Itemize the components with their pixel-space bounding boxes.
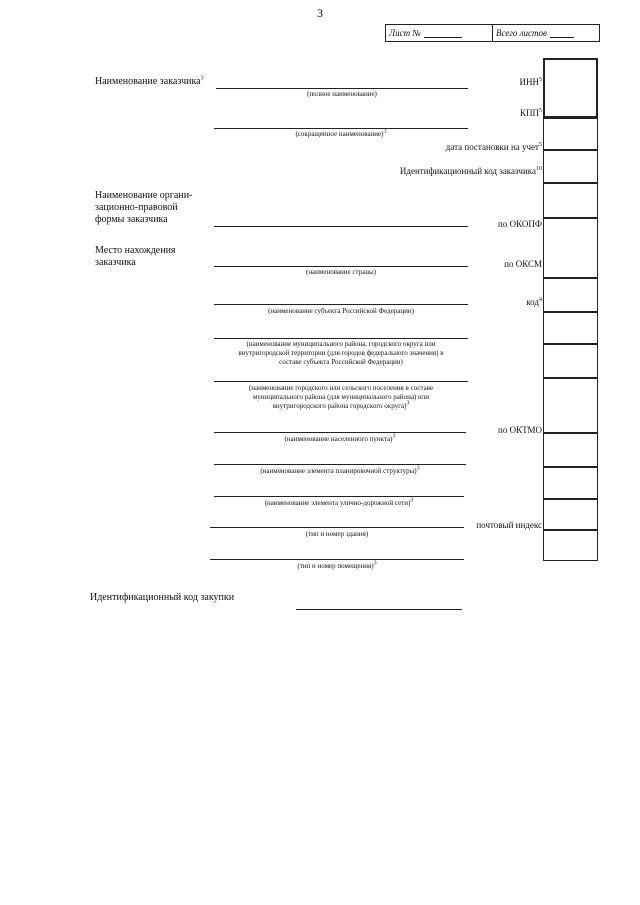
municipal-district-hint: (наименование муниципального района, городского округа или внутригородской территории (для городов федерального значения) в составе субъекта Российской Федерации) <box>238 340 444 366</box>
country-line[interactable] <box>214 266 468 267</box>
registration-date-box[interactable] <box>543 150 598 183</box>
street-element-hint: (наименование элемента улично-дорожной сети)3 <box>264 497 414 507</box>
inn-box[interactable] <box>543 58 598 118</box>
page-number: 3 <box>317 6 323 20</box>
short-name-hint: (сокращенное наименование)3 <box>295 128 387 138</box>
settlement-code-box[interactable] <box>543 378 598 433</box>
settlement-line[interactable] <box>214 381 468 382</box>
oksm-label: по ОКСМ <box>504 259 542 269</box>
okopf-label: по ОКОПФ <box>498 219 542 229</box>
locality-hint: (наименование населенного пункта)3 <box>284 433 396 443</box>
planning-element-line[interactable] <box>214 464 466 465</box>
okopf-box[interactable] <box>543 218 598 278</box>
planning-code-box[interactable] <box>543 467 598 499</box>
settlement-hint: (наименование городского или сельского поселения в составе муниципального района (для муниципального района) или внутригородского района городского округа)3 <box>248 384 434 410</box>
postal-code-box[interactable] <box>543 530 598 561</box>
total-sheets-blank[interactable] <box>550 29 574 38</box>
total-sheets-cell[interactable] <box>492 25 599 41</box>
code-label: код$^4$ <box>526 297 542 307</box>
street-code-box[interactable] <box>543 499 598 530</box>
municipal-district-line[interactable] <box>214 338 468 339</box>
sheet-number-blank[interactable] <box>424 29 462 38</box>
oktmo-box[interactable] <box>543 433 598 467</box>
customer-id-code-box[interactable] <box>543 183 598 218</box>
location-label: Место нахождения заказчика <box>95 245 176 268</box>
full-name-hint: (полное наименование) <box>307 90 377 98</box>
org-legal-form-label: Наименование органи- зационно-правовой формы заказчика <box>95 190 193 225</box>
org-form-line[interactable] <box>214 226 468 227</box>
federal-subject-line[interactable] <box>214 304 468 305</box>
building-line[interactable] <box>210 527 464 528</box>
purchase-id-code-label: Идентификационный код закупки <box>90 592 235 603</box>
street-element-line[interactable] <box>214 496 464 497</box>
subject-code-box[interactable] <box>543 312 598 344</box>
customer-full-name-line[interactable] <box>216 88 468 89</box>
country-hint: (наименование страны) <box>305 268 377 276</box>
locality-line[interactable] <box>214 432 466 433</box>
registration-date-label: дата постановки на учет$^5$ <box>445 142 542 152</box>
room-hint: (тип и номер помещения)3 <box>297 560 377 570</box>
kpp-label: КПП$^5$ <box>519 108 542 118</box>
oksm-box[interactable] <box>543 278 598 312</box>
total-sheets-label: Всего листов <box>496 28 547 38</box>
planning-element-hint: (наименование элемента планировочной структуры)3 <box>260 465 420 475</box>
municipal-code-box[interactable] <box>543 344 598 378</box>
sheet-info-box <box>385 24 600 42</box>
purchase-id-code-line[interactable] <box>296 609 462 610</box>
customer-name-label: Наименование заказчика$^3$ <box>95 75 204 87</box>
federal-subject-hint: (наименование субъекта Российской Федерации) <box>268 307 414 315</box>
kpp-box[interactable] <box>543 118 598 150</box>
customer-id-code-label: Идентификационный код заказчика$^{10}$ <box>399 166 542 176</box>
inn-label: ИНН$^5$ <box>519 77 542 87</box>
postal-code-label: почтовый индекс <box>476 520 542 530</box>
customer-short-name-line[interactable] <box>214 128 468 129</box>
oktmo-label: по ОКТМО <box>498 425 542 435</box>
room-line[interactable] <box>210 559 464 560</box>
building-hint: (тип и номер здания) <box>305 530 369 538</box>
sheet-number-cell[interactable] <box>386 25 492 41</box>
sheet-number-label: Лист № <box>389 28 421 38</box>
